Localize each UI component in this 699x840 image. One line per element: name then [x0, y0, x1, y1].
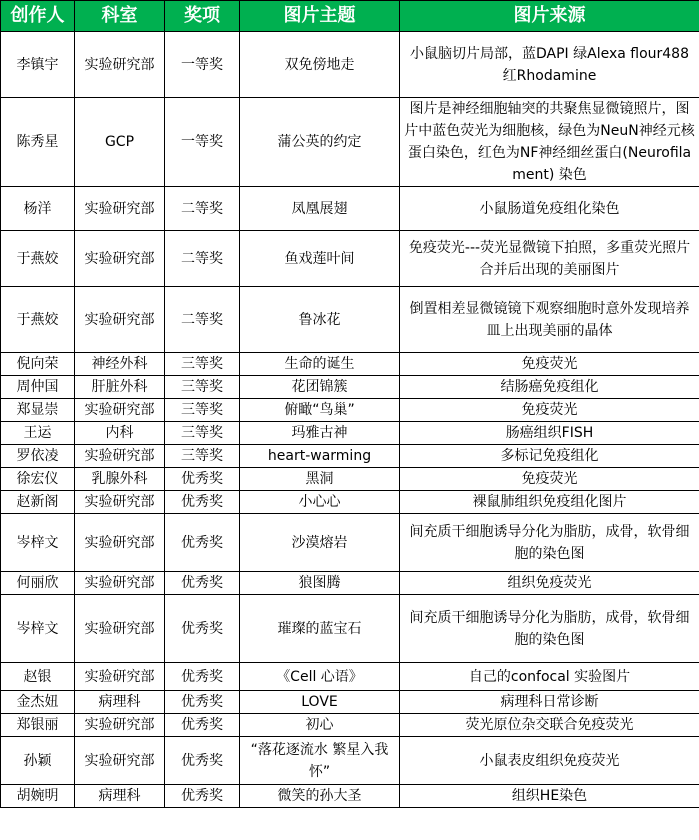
cell-title: 玛雅古神: [240, 422, 400, 445]
cell-source: 肠癌组织FISH: [400, 422, 699, 445]
cell-dept: 实验研究部: [75, 663, 165, 691]
cell-title: 花团锦簇: [240, 376, 400, 399]
table-row: [1, 691, 699, 714]
table-row: [1, 287, 699, 353]
cell-source: 免疫荧光: [400, 399, 699, 422]
cell-title: 凤凰展翅: [240, 187, 400, 231]
cell-title: 初心: [240, 714, 400, 737]
cell-dept: 实验研究部: [75, 32, 165, 98]
cell-dept: 神经外科: [75, 353, 165, 376]
table-row: [1, 187, 699, 231]
table-row: [1, 445, 699, 468]
cell-source: 间充质干细胞诱导分化为脂肪，成骨，软骨细胞的染色图: [400, 514, 699, 572]
cell-author: 于燕姣: [1, 287, 75, 353]
cell-dept: 病理科: [75, 691, 165, 714]
cell-source: 多标记免疫组化: [400, 445, 699, 468]
cell-award: 优秀奖: [165, 468, 240, 491]
cell-title: 黑洞: [240, 468, 400, 491]
cell-dept: 内科: [75, 422, 165, 445]
cell-award: 优秀奖: [165, 737, 240, 785]
cell-author: 郑银丽: [1, 714, 75, 737]
cell-award: 优秀奖: [165, 572, 240, 595]
table-row: [1, 572, 699, 595]
cell-source: 免疫荧光: [400, 468, 699, 491]
cell-title: “落花逐流水 繁星入我怀”: [240, 737, 400, 785]
cell-award: 优秀奖: [165, 691, 240, 714]
cell-dept: 实验研究部: [75, 287, 165, 353]
table-row: [1, 785, 699, 808]
table-row: [1, 491, 699, 514]
table-row: [1, 714, 699, 737]
cell-source: 小鼠表皮组织免疫荧光: [400, 737, 699, 785]
cell-dept: 实验研究部: [75, 514, 165, 572]
cell-award: 优秀奖: [165, 663, 240, 691]
cell-title: 蒲公英的约定: [240, 98, 400, 187]
cell-award: 二等奖: [165, 187, 240, 231]
cell-dept: GCP: [75, 98, 165, 187]
cell-award: 三等奖: [165, 376, 240, 399]
cell-title: 璀璨的蓝宝石: [240, 595, 400, 663]
cell-source: 间充质干细胞诱导分化为脂肪，成骨，软骨细胞的染色图: [400, 595, 699, 663]
cell-title: 《Cell 心语》: [240, 663, 400, 691]
cell-dept: 实验研究部: [75, 714, 165, 737]
cell-source: 图片是神经细胞轴突的共聚焦显微镜照片，图片中蓝色荧光为细胞核，绿色为NeuN神经元核蛋白染色，红色为NF神经细丝蛋白(Neurofilament) 染色: [400, 98, 699, 187]
cell-author: 徐宏仪: [1, 468, 75, 491]
table-row: [1, 663, 699, 691]
cell-award: 优秀奖: [165, 595, 240, 663]
header-author: 创作人: [1, 1, 75, 32]
cell-author: 李镇宇: [1, 32, 75, 98]
cell-author: 赵银: [1, 663, 75, 691]
cell-award: 三等奖: [165, 399, 240, 422]
cell-dept: 实验研究部: [75, 572, 165, 595]
cell-source: 结肠癌免疫组化: [400, 376, 699, 399]
cell-award: 优秀奖: [165, 491, 240, 514]
cell-source: 组织免疫荧光: [400, 572, 699, 595]
cell-author: 杨洋: [1, 187, 75, 231]
table-row: [1, 468, 699, 491]
table-row: [1, 353, 699, 376]
table-row: [1, 514, 699, 572]
cell-award: 一等奖: [165, 32, 240, 98]
cell-author: 胡婉明: [1, 785, 75, 808]
header-title: 图片主题: [240, 1, 400, 32]
cell-dept: 实验研究部: [75, 231, 165, 287]
header-source: 图片来源: [400, 1, 699, 32]
cell-author: 周仲国: [1, 376, 75, 399]
cell-source: 组织HE染色: [400, 785, 699, 808]
table-row: [1, 98, 699, 187]
cell-award: 一等奖: [165, 98, 240, 187]
header-award: 奖项: [165, 1, 240, 32]
cell-title: 生命的诞生: [240, 353, 400, 376]
cell-dept: 实验研究部: [75, 491, 165, 514]
cell-author: 于燕姣: [1, 231, 75, 287]
cell-dept: 实验研究部: [75, 737, 165, 785]
cell-author: 赵新阁: [1, 491, 75, 514]
table-row: [1, 399, 699, 422]
table-row: [1, 737, 699, 785]
cell-author: 陈秀星: [1, 98, 75, 187]
cell-source: 自己的confocal 实验图片: [400, 663, 699, 691]
cell-award: 优秀奖: [165, 714, 240, 737]
cell-dept: 实验研究部: [75, 399, 165, 422]
cell-author: 孙颖: [1, 737, 75, 785]
cell-source: 小鼠肠道免疫组化染色: [400, 187, 699, 231]
cell-award: 优秀奖: [165, 514, 240, 572]
cell-dept: 实验研究部: [75, 187, 165, 231]
cell-source: 病理科日常诊断: [400, 691, 699, 714]
cell-dept: 肝脏外科: [75, 376, 165, 399]
cell-author: 倪向荣: [1, 353, 75, 376]
cell-source: 倒置相差显微镜镜下观察细胞时意外发现培养皿上出现美丽的晶体: [400, 287, 699, 353]
cell-title: 小心心: [240, 491, 400, 514]
cell-title: heart-warming: [240, 445, 400, 468]
cell-author: 王运: [1, 422, 75, 445]
table-row: [1, 595, 699, 663]
cell-source: 荧光原位杂交联合免疫荧光: [400, 714, 699, 737]
table-row: [1, 376, 699, 399]
cell-award: 三等奖: [165, 353, 240, 376]
cell-award: 优秀奖: [165, 785, 240, 808]
table-row: [1, 422, 699, 445]
cell-title: 双免傍地走: [240, 32, 400, 98]
cell-dept: 实验研究部: [75, 445, 165, 468]
cell-author: 郑显崇: [1, 399, 75, 422]
cell-award: 三等奖: [165, 445, 240, 468]
cell-award: 二等奖: [165, 287, 240, 353]
cell-author: 岑梓文: [1, 595, 75, 663]
cell-award: 二等奖: [165, 231, 240, 287]
cell-title: 狼图腾: [240, 572, 400, 595]
cell-author: 金杰妞: [1, 691, 75, 714]
cell-source: 免疫荧光: [400, 353, 699, 376]
cell-title: 沙漠熔岩: [240, 514, 400, 572]
cell-title: 微笑的孙大圣: [240, 785, 400, 808]
cell-dept: 乳腺外科: [75, 468, 165, 491]
cell-source: 小鼠脑切片局部，蓝DAPI 绿Alexa flour488 红Rhodamine: [400, 32, 699, 98]
cell-title: 俯瞰“鸟巢”: [240, 399, 400, 422]
table-row: [1, 231, 699, 287]
table-row: [1, 32, 699, 98]
header-row: [1, 1, 699, 32]
cell-author: 罗依凌: [1, 445, 75, 468]
cell-source: 免疫荧光---荧光显微镜下拍照，多重荧光照片合并后出现的美丽图片: [400, 231, 699, 287]
cell-title: LOVE: [240, 691, 400, 714]
cell-title: 鲁冰花: [240, 287, 400, 353]
cell-award: 三等奖: [165, 422, 240, 445]
cell-dept: 实验研究部: [75, 595, 165, 663]
header-dept: 科室: [75, 1, 165, 32]
cell-title: 鱼戏莲叶间: [240, 231, 400, 287]
cell-source: 裸鼠肺组织免疫组化图片: [400, 491, 699, 514]
cell-dept: 病理科: [75, 785, 165, 808]
cell-author: 何丽欣: [1, 572, 75, 595]
cell-author: 岑梓文: [1, 514, 75, 572]
